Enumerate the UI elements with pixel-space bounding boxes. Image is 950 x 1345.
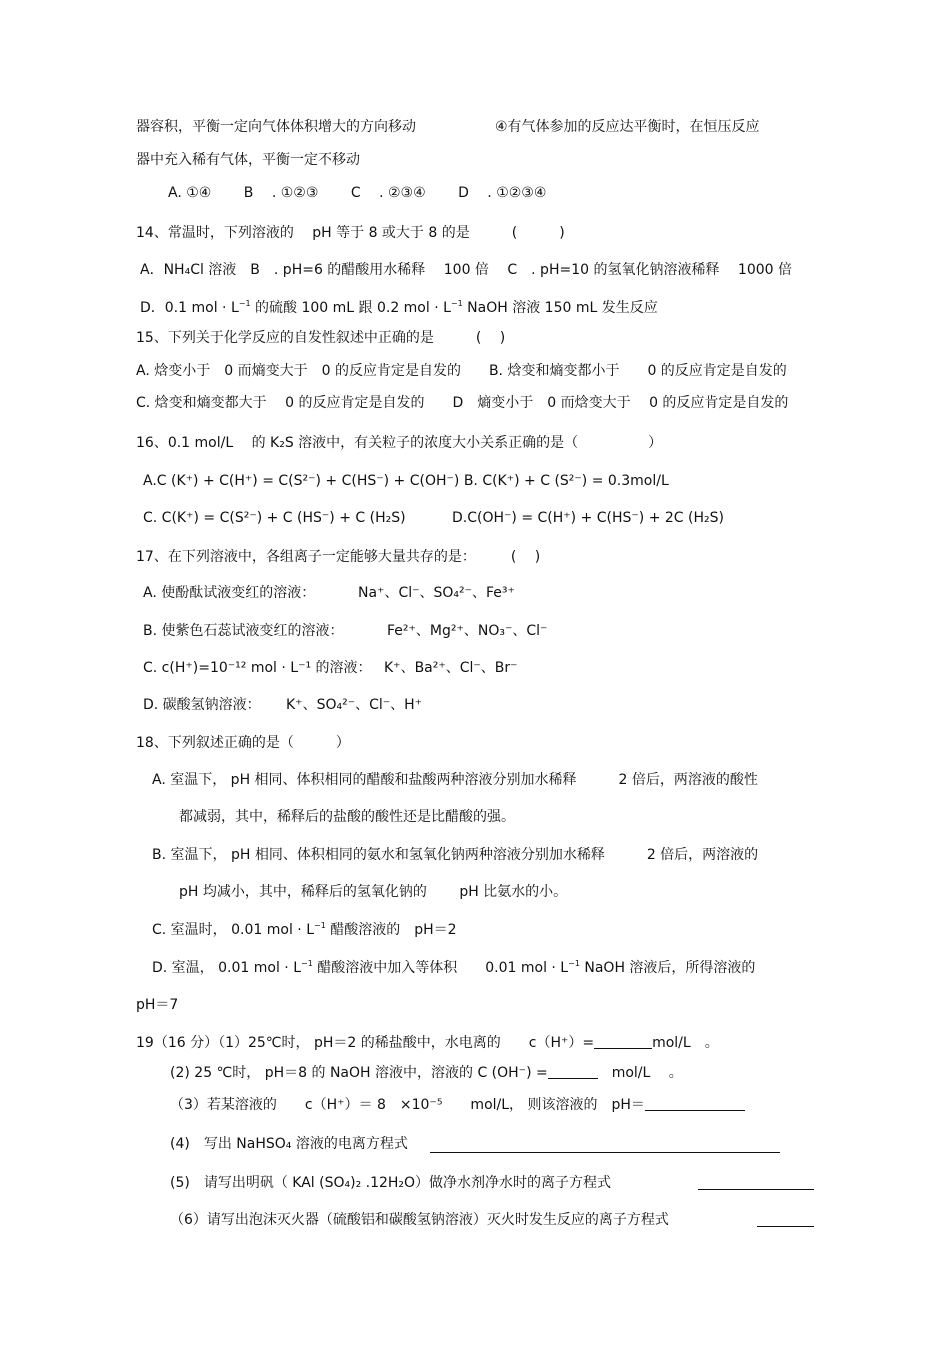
question-17: 17、在下列溶液中，各组离子一定能够大量共存的是： ( )	[136, 549, 541, 565]
question-19-part-4: (4) 写出 NaHSO₄ 溶液的电离方程式	[170, 1136, 408, 1152]
question-17-option-d: D. 碳酸氢钠溶液：	[143, 697, 261, 713]
question-18-option-c: C. 室温时， 0.01 mol · $L^{-1}$ 醋酸溶液的 pH＝2	[152, 921, 457, 938]
text-line: ④有气体参加的反应达平衡时，在恒压反应	[495, 119, 760, 135]
question-14: 14、常温时，下列溶液的 pH 等于 8 或大于 8 的是 ( )	[136, 225, 565, 241]
question-14-option-d: D．0.1 mol · $L^{-1}$ 的硫酸 100 mL 跟 0.2 mol · $L^{-1}$ NaOH 溶液 150 mL 发生反应	[140, 299, 658, 316]
question-14-options: A．NH₄Cl 溶液 B . pH=6 的醋酸用水稀释 100 倍 C . pH=10 的氢氧化钠溶液稀释 1000 倍	[140, 262, 792, 278]
text-line: 器容积，平衡一定向气体体积增大的方向移动	[136, 119, 416, 135]
question-17-option-c-ions: K⁺、Ba²⁺、Cl⁻、Br⁻	[384, 660, 518, 676]
answer-blank[interactable]	[645, 1096, 745, 1111]
question-17-option-b: B. 使紫色石蕊试液变红的溶液：	[143, 623, 344, 639]
question-19-part-1: 19（16 分）（1）25℃时， pH＝2 的稀盐酸中，水电离的 c（H⁺）= mol/L 。	[136, 1035, 719, 1051]
question-19-part-5: (5) 请写出明矾（ KAl (SO₄)₂ .12H₂O）做净水剂净水时的离子方程式	[170, 1175, 612, 1191]
question-19-part-2: (2) 25 ℃时， pH＝8 的 NaOH 溶液中，溶液的 C (OH⁻) = mol/L 。	[170, 1065, 683, 1081]
question-16-options-ab: A.C (K⁺) + C(H⁺) = C(S²⁻) + C(HS⁻) + C(OH⁻) B. C(K⁺) + C (S²⁻) = 0.3mol/L	[143, 473, 669, 489]
answer-options: A. ①④ B . ①②③ C . ②③④ D . ①②③④	[168, 185, 547, 201]
question-17-option-a-ions: Na⁺、Cl⁻、SO₄²⁻、Fe³⁺	[358, 585, 515, 601]
question-16-options-cd: C. C(K⁺) = C(S²⁻) + C (HS⁻) + C (H₂S) D.C(OH⁻) = C(H⁺) + C(HS⁻) + 2C (H₂S)	[143, 510, 724, 526]
question-19-part-6: （6）请写出泡沫灭火器（硫酸铝和碳酸氢钠溶液）灭火时发生反应的离子方程式	[170, 1212, 669, 1228]
answer-blank[interactable]	[594, 1034, 652, 1049]
question-18: 18、下列叙述正确的是（ ）	[136, 735, 350, 751]
answer-blank[interactable]	[698, 1189, 814, 1190]
question-17-option-d-ions: K⁺、SO₄²⁻、Cl⁻、H⁺	[286, 697, 423, 713]
answer-blank[interactable]	[548, 1064, 598, 1079]
question-16: 16、0.1 mol/L 的 K₂S 溶液中，有关粒子的浓度大小关系正确的是（ ）	[136, 435, 663, 451]
answer-blank[interactable]	[430, 1152, 780, 1153]
question-15-options-ab: A. 焓变小于 0 而熵变大于 0 的反应肯定是自发的 B. 焓变和熵变都小于 0 的反应肯定是自发的	[136, 363, 787, 379]
question-17-option-b-ions: Fe²⁺、Mg²⁺、NO₃⁻、Cl⁻	[387, 623, 548, 639]
question-19-part-3: （3）若某溶液的 c（H⁺）＝ 8 ×10⁻⁵ mol/L， 则该溶液的 pH＝	[170, 1096, 745, 1114]
question-18-option-d: D. 室温， 0.01 mol · $L^{-1}$ 醋酸溶液中加入等体积 0.01 mol · $L^{-1}$ NaOH 溶液后，所得溶液的	[152, 959, 756, 976]
question-18-option-b-cont: pH 均减小，其中，稀释后的氢氧化钠的 pH 比氨水的小。	[179, 884, 568, 900]
question-18-option-a: A. 室温下， pH 相同、体积相同的醋酸和盐酸两种溶液分别加水稀释 2 倍后，两溶液的酸性	[152, 772, 758, 788]
answer-blank[interactable]	[757, 1226, 814, 1227]
text-line: 器中充入稀有气体，平衡一定不移动	[136, 152, 360, 168]
question-18-option-d-cont: pH＝7	[136, 997, 179, 1013]
question-17-option-a: A. 使酚酞试液变红的溶液：	[143, 585, 316, 601]
question-15-options-cd: C. 焓变和熵变都大于 0 的反应肯定是自发的 D 熵变小于 0 而焓变大于 0 的反应肯定是自发的	[136, 395, 789, 411]
question-17-option-c: C. c(H⁺)=10⁻¹² mol · L⁻¹ 的溶液：	[143, 660, 372, 676]
question-18-option-b: B. 室温下， pH 相同、体积相同的氨水和氢氧化钠两种溶液分别加水稀释 2 倍后，两溶液的	[152, 847, 759, 863]
question-18-option-a-cont: 都减弱，其中，稀释后的盐酸的酸性还是比醋酸的强。	[179, 809, 515, 825]
question-15: 15、下列关于化学反应的自发性叙述中正确的是 ( )	[136, 330, 506, 346]
